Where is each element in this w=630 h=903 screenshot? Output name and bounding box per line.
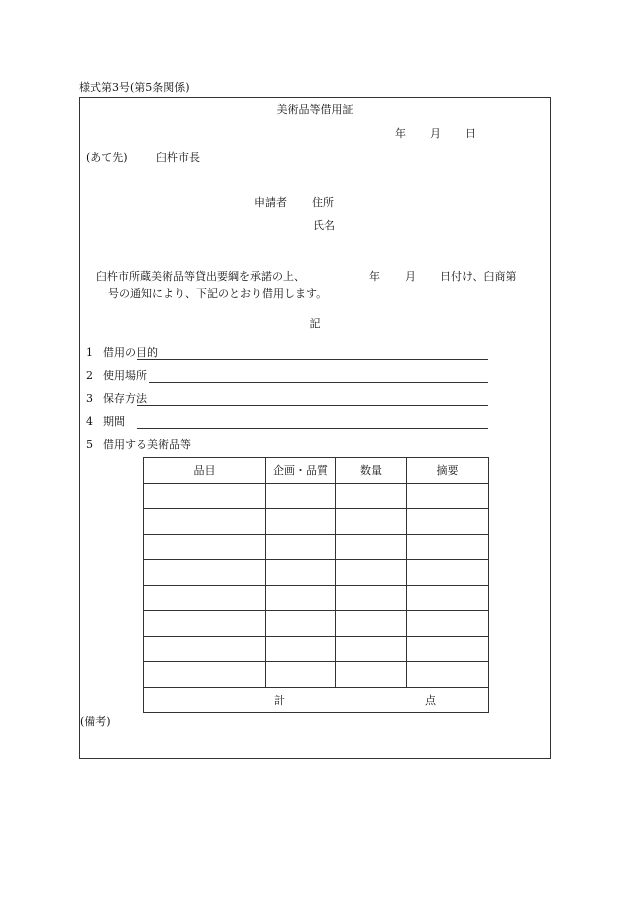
date-month-label: 月	[430, 127, 441, 140]
location-fill-line	[149, 382, 488, 383]
table-cell[interactable]	[266, 483, 336, 509]
table-row	[144, 636, 489, 662]
form-number-label: 様式第3号(第5条関係)	[79, 81, 190, 94]
table-cell[interactable]	[144, 534, 266, 560]
table-cell[interactable]	[266, 662, 336, 688]
table-cell[interactable]	[407, 636, 489, 662]
table-cell[interactable]	[407, 585, 489, 611]
header-item-name: 品目	[144, 458, 266, 484]
table-cell[interactable]	[336, 611, 407, 637]
item-label: 借用する美術品等	[103, 438, 191, 451]
date-day-label: 日	[465, 127, 476, 140]
table-cell[interactable]	[407, 483, 489, 509]
table-cell[interactable]	[266, 509, 336, 535]
body-year-label: 年	[369, 270, 380, 283]
table-cell[interactable]	[336, 560, 407, 586]
total-label: 計	[274, 693, 285, 707]
item-number: 5	[86, 438, 93, 451]
item-number: 1	[86, 346, 93, 359]
body-text-part1: 臼杵市所蔵美術品等貸出要綱を承諾の上、	[96, 270, 305, 283]
table-cell[interactable]	[407, 560, 489, 586]
addressee-name: 臼杵市長	[156, 151, 200, 164]
body-month-label: 月	[405, 270, 416, 283]
table-cell[interactable]	[407, 534, 489, 560]
table-header-row	[144, 458, 489, 484]
table-row	[144, 560, 489, 586]
remarks-label: (備考)	[80, 715, 111, 728]
applicant-address-label: 住所	[312, 196, 334, 209]
period-fill-line	[137, 428, 488, 429]
table-cell[interactable]	[266, 636, 336, 662]
applicant-label: 申請者	[254, 196, 287, 209]
item-label: 使用場所	[103, 369, 147, 382]
item-location	[86, 370, 147, 381]
table-row	[144, 534, 489, 560]
table-row	[144, 662, 489, 688]
artworks-table	[143, 457, 489, 713]
table-cell[interactable]	[266, 585, 336, 611]
table-cell[interactable]	[144, 611, 266, 637]
table-cell[interactable]	[144, 662, 266, 688]
addressee-label: (あて先)	[86, 151, 128, 164]
table-cell[interactable]	[407, 509, 489, 535]
header-quantity: 数量	[336, 458, 407, 484]
table-cell[interactable]	[336, 534, 407, 560]
table-cell[interactable]	[144, 509, 266, 535]
table-row	[144, 509, 489, 535]
item-number: 4	[86, 415, 93, 428]
body-text-line2: 号の通知により、下記のとおり借用します。	[108, 287, 328, 300]
table-cell[interactable]	[336, 509, 407, 535]
table-cell[interactable]	[266, 611, 336, 637]
table-cell[interactable]	[144, 585, 266, 611]
item-purpose	[86, 347, 158, 358]
table-cell[interactable]	[336, 585, 407, 611]
item-period	[86, 416, 125, 427]
item-number: 2	[86, 369, 93, 382]
table-cell[interactable]	[336, 636, 407, 662]
purpose-fill-line	[137, 359, 488, 360]
table-cell[interactable]	[144, 636, 266, 662]
table-cell[interactable]	[407, 611, 489, 637]
total-cell	[144, 687, 489, 713]
table-row	[144, 483, 489, 509]
item-label: 借用の目的	[103, 346, 158, 359]
table-row	[144, 611, 489, 637]
table-cell[interactable]	[266, 560, 336, 586]
header-spec-quality: 企画・品質	[266, 458, 336, 484]
item-storage	[86, 393, 147, 404]
table-cell[interactable]	[144, 560, 266, 586]
ki-heading: 記	[309, 317, 321, 330]
table-cell[interactable]	[266, 534, 336, 560]
date-year-label: 年	[395, 127, 406, 140]
table-cell[interactable]	[407, 662, 489, 688]
table-row	[144, 585, 489, 611]
table-body	[144, 483, 489, 713]
table-cell[interactable]	[144, 483, 266, 509]
count-label: 点	[425, 693, 436, 707]
header-remarks: 摘要	[407, 458, 489, 484]
item-artworks	[86, 439, 191, 450]
item-number: 3	[86, 392, 93, 405]
storage-fill-line	[137, 405, 488, 406]
document-title: 美術品等借用証	[276, 103, 354, 116]
body-text-part2: 日付け、臼商第	[440, 270, 517, 283]
table-cell[interactable]	[336, 662, 407, 688]
item-label: 保存方法	[103, 392, 147, 405]
applicant-name-label: 氏名	[313, 219, 335, 232]
item-label: 期間	[103, 415, 125, 428]
table-total-row	[144, 687, 489, 713]
table-cell[interactable]	[336, 483, 407, 509]
